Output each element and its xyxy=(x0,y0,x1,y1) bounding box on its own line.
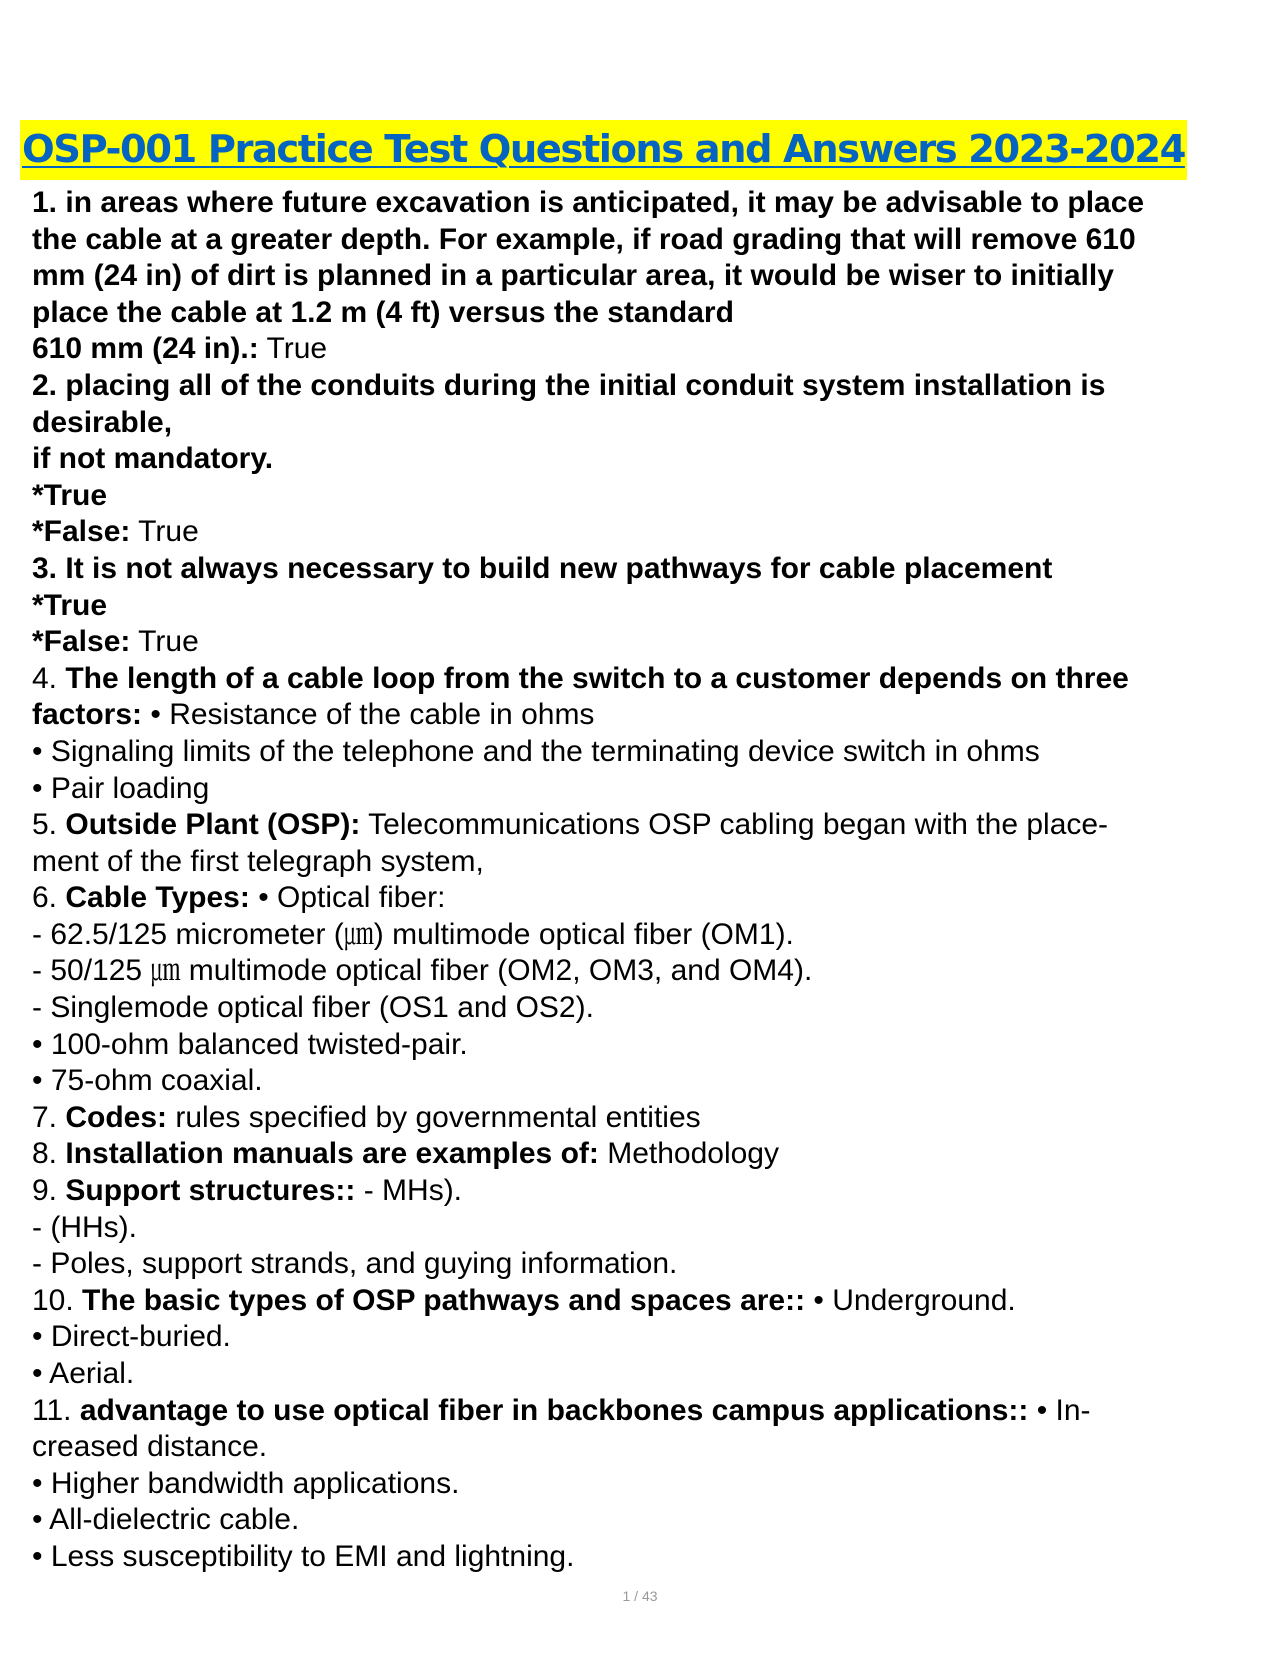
q4-line-2 xyxy=(32,697,1262,734)
q6-answer-6 xyxy=(32,1063,1262,1100)
q1-line-2 xyxy=(32,222,1262,259)
answer-text: Telecommunications OSP cabling began with the place- xyxy=(360,808,1109,842)
q8-line-1 xyxy=(32,1136,1262,1173)
question-text: mm (24 in) of dirt is planned in a particular area, it would be wiser to initially xyxy=(32,259,1114,293)
q2-option-true xyxy=(32,478,1262,515)
q2-line-2 xyxy=(32,405,1262,442)
q3-line-1 xyxy=(32,551,1262,588)
answer-text: 8. xyxy=(32,1137,66,1171)
question-text: if not mandatory. xyxy=(32,442,274,476)
question-text: place the cable at 1.2 m (4 ft) versus the standard xyxy=(32,295,734,329)
answer-text: creased distance. xyxy=(32,1430,268,1464)
question-text: *False: xyxy=(32,515,131,549)
answer-text: • Aerial. xyxy=(32,1357,135,1390)
q11-answer-5 xyxy=(32,1539,1262,1576)
q6-answer-5 xyxy=(32,1027,1262,1064)
question-text: Support structures:: xyxy=(65,1174,356,1208)
q6-answer-4 xyxy=(32,990,1262,1027)
question-text: desirable, xyxy=(32,405,173,439)
q4-line-1 xyxy=(32,661,1262,698)
answer-text: - Singlemode optical fiber (OS1 and OS2). xyxy=(32,991,594,1025)
question-text: factors: xyxy=(32,698,143,732)
q1-line-4 xyxy=(32,295,1262,332)
answer-text: - 50/125 ㎛ multimode optical fiber (OM2, OM3, and OM4). xyxy=(32,954,813,988)
question-text: advantage to use optical fiber in backbones campus applications:: xyxy=(79,1393,1029,1427)
question-text: *False: xyxy=(32,625,131,659)
question-text: 3. It is not always necessary to build new pathways for cable placement xyxy=(32,551,1053,585)
q3-answer: True xyxy=(130,625,199,659)
q2-answer: True xyxy=(130,515,199,549)
q10-answer-2 xyxy=(32,1319,1262,1356)
question-text: The length of a cable loop from the switch to a customer depends on three xyxy=(65,661,1129,695)
q2-option-false xyxy=(32,514,1262,551)
q1-answer: True xyxy=(258,332,328,366)
q1-line-3 xyxy=(32,258,1262,295)
q6-answer-3 xyxy=(32,953,1262,990)
answer-text: rules specified by governmental entities xyxy=(167,1100,701,1134)
answer-text: • 100-ohm balanced twisted-pair. xyxy=(32,1027,468,1061)
answer-text: • All-dielectric cable. xyxy=(32,1503,300,1537)
answer-text: • Pair loading xyxy=(32,771,210,805)
answer-text: • Optical fiber: xyxy=(249,881,446,915)
q11-line-1 xyxy=(32,1393,1262,1430)
answer-text: • 75-ohm coaxial. xyxy=(32,1064,263,1098)
answer-text: • Direct-buried. xyxy=(32,1320,231,1354)
answer-text: 11. xyxy=(32,1393,80,1427)
q3-option-true xyxy=(32,588,1262,625)
question-list xyxy=(32,185,1262,1576)
q11-answer-3 xyxy=(32,1466,1262,1503)
question-text: Cable Types: xyxy=(65,881,250,915)
question-text: The basic types of OSP pathways and spaces are:: xyxy=(82,1283,806,1317)
q1-line-5 xyxy=(32,331,1262,368)
answer-text: • Resistance of the cable in ohms xyxy=(142,698,595,732)
q11-answer-2 xyxy=(32,1429,1262,1466)
question-text: 1. in areas where future excavation is anticipated, it may be advisable to place xyxy=(32,186,1145,219)
question-text: *True xyxy=(32,478,108,512)
answer-text: 7. xyxy=(32,1100,66,1134)
page-indicator: 1 / 43 xyxy=(622,1588,658,1604)
q5-line-1 xyxy=(32,807,1262,844)
title-highlight xyxy=(20,120,1187,180)
q2-line-3 xyxy=(32,441,1262,478)
question-text: Outside Plant (OSP): xyxy=(65,808,361,842)
answer-text: 9. xyxy=(32,1174,66,1208)
q5-line-2 xyxy=(32,844,1262,881)
question-text: *True xyxy=(32,588,108,622)
q3-option-false xyxy=(32,624,1262,661)
q1-line-1 xyxy=(32,185,1262,222)
question-text: Installation manuals are examples of: xyxy=(65,1137,599,1171)
q9-line-1 xyxy=(32,1173,1262,1210)
answer-text: • Higher bandwidth applications. xyxy=(32,1466,460,1500)
q9-answer-3 xyxy=(32,1246,1262,1283)
document-title[interactable]: OSP-001 Practice Test Questions and Answers 2023-2024 xyxy=(22,127,1185,172)
q10-answer-3 xyxy=(32,1356,1262,1393)
answer-text: Methodology xyxy=(598,1137,779,1171)
answer-text: • Less susceptibility to EMI and lightning. xyxy=(32,1539,575,1573)
q2-line-1 xyxy=(32,368,1262,405)
answer-text: 10. xyxy=(32,1283,83,1317)
q9-answer-2 xyxy=(32,1210,1262,1247)
q6-line-1 xyxy=(32,880,1262,917)
answer-text: 5. xyxy=(32,808,66,842)
answer-text: ment of the first telegraph system, xyxy=(32,844,484,878)
question-text: 2. placing all of the conduits during the initial conduit system installation is xyxy=(32,368,1106,402)
answer-text: • In- xyxy=(1028,1393,1091,1427)
answer-text: 4. xyxy=(32,661,66,695)
q11-answer-4 xyxy=(32,1502,1262,1539)
answer-text: - Poles, support strands, and guying information. xyxy=(32,1247,678,1281)
answer-text: • Signaling limits of the telephone and the terminating device switch in ohms xyxy=(32,734,1040,768)
question-text: 610 mm (24 in).: xyxy=(32,332,259,366)
answer-text: • Underground. xyxy=(805,1283,1016,1317)
q7-line-1 xyxy=(32,1100,1262,1137)
q4-answer-2 xyxy=(32,734,1262,771)
answer-text: - MHs). xyxy=(355,1174,463,1208)
question-text: Codes: xyxy=(65,1100,168,1134)
answer-text: 6. xyxy=(32,881,66,915)
q4-answer-3 xyxy=(32,771,1262,808)
q6-answer-2 xyxy=(32,917,1262,954)
q10-line-1 xyxy=(32,1283,1262,1320)
answer-text: - (HHs). xyxy=(32,1210,137,1244)
question-text: the cable at a greater depth. For example, if road grading that will remove 610 xyxy=(32,222,1136,256)
answer-text: - 62.5/125 micrometer (㎛) multimode optical fiber (OM1). xyxy=(32,917,794,951)
